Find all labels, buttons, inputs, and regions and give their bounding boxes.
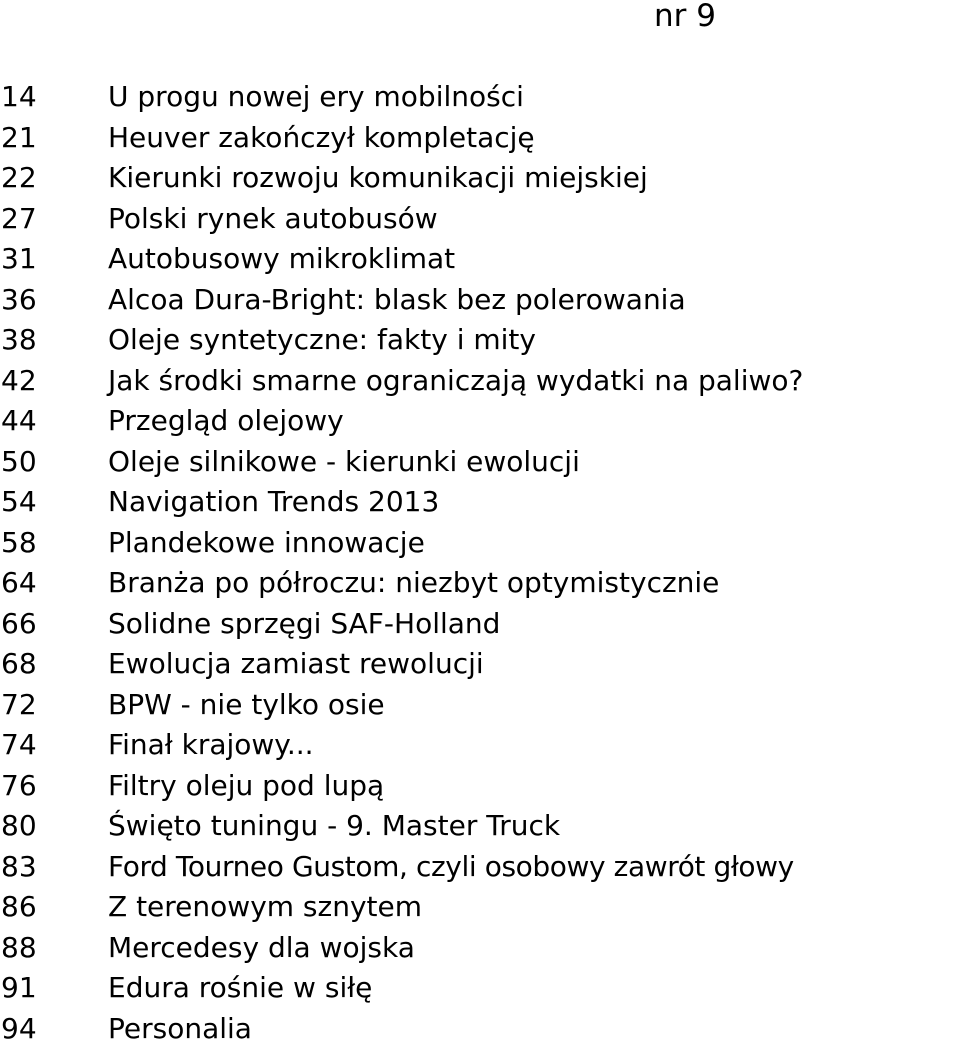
toc-article-title: Z terenowym sznytem [108, 887, 960, 928]
toc-entry [0, 644, 960, 685]
toc-article-title: Przegląd olejowy [108, 401, 960, 442]
toc-page-number: 21 [0, 118, 108, 159]
toc-page-number: 36 [0, 280, 108, 321]
toc-entry [0, 158, 960, 199]
toc-article-title: Oleje silnikowe - kierunki ewolucji [108, 442, 960, 483]
toc-page-number: 66 [0, 604, 108, 645]
toc-entry [0, 563, 960, 604]
toc-entry [0, 77, 960, 118]
toc-entry [0, 847, 960, 888]
toc-article-title: Oleje syntetyczne: fakty i mity [108, 320, 960, 361]
toc-page-number: 72 [0, 685, 108, 726]
toc-entry [0, 766, 960, 807]
toc-entry [0, 442, 960, 483]
toc-page-number: 44 [0, 401, 108, 442]
toc-entry [0, 239, 960, 280]
toc-article-title: Jak środki smarne ograniczają wydatki na paliwo? [108, 361, 960, 402]
toc-page-number: 94 [0, 1009, 108, 1049]
toc-article-title: Personalia [108, 1009, 960, 1049]
toc-page-number: 42 [0, 361, 108, 402]
toc-article-title: Edura rośnie w siłę [108, 968, 960, 1009]
toc-page-number: 27 [0, 199, 108, 240]
toc-article-title: BPW - nie tylko osie [108, 685, 960, 726]
toc-page-number: 91 [0, 968, 108, 1009]
toc-page-number: 38 [0, 320, 108, 361]
toc-article-title: Ford Tourneo Gustom, czyli osobowy zawrót głowy [108, 847, 960, 888]
toc-page-number: 68 [0, 644, 108, 685]
toc-article-title: Navigation Trends 2013 [108, 482, 960, 523]
toc-entry [0, 928, 960, 969]
toc-article-title: Plandekowe innowacje [108, 523, 960, 564]
toc-page-number: 22 [0, 158, 108, 199]
toc-article-title: Ewolucja zamiast rewolucji [108, 644, 960, 685]
toc-article-title: Filtry oleju pod lupą [108, 766, 960, 807]
toc-entry [0, 482, 960, 523]
toc-entry [0, 1009, 960, 1049]
toc-entry [0, 685, 960, 726]
toc-page-number: 31 [0, 239, 108, 280]
toc-article-title: U progu nowej ery mobilności [108, 77, 960, 118]
toc-article-title: Święto tuningu - 9. Master Truck [108, 806, 960, 847]
table-of-contents [0, 77, 960, 1049]
toc-entry [0, 725, 960, 766]
toc-page-number: 83 [0, 847, 108, 888]
issue-number: nr 9 [654, 0, 716, 38]
toc-entry [0, 118, 960, 159]
toc-article-title: Heuver zakończył kompletację [108, 118, 960, 159]
toc-page-number: 80 [0, 806, 108, 847]
toc-article-title: Kierunki rozwoju komunikacji miejskiej [108, 158, 960, 199]
toc-entry [0, 320, 960, 361]
toc-page-number: 50 [0, 442, 108, 483]
toc-entry [0, 968, 960, 1009]
toc-entry [0, 401, 960, 442]
toc-page-number: 76 [0, 766, 108, 807]
toc-entry [0, 604, 960, 645]
toc-entry [0, 199, 960, 240]
toc-entry [0, 361, 960, 402]
toc-article-title: Solidne sprzęgi SAF-Holland [108, 604, 960, 645]
toc-entry [0, 280, 960, 321]
toc-page-number: 74 [0, 725, 108, 766]
toc-entry [0, 887, 960, 928]
toc-article-title: Finał krajowy... [108, 725, 960, 766]
toc-article-title: Autobusowy mikroklimat [108, 239, 960, 280]
toc-article-title: Mercedesy dla wojska [108, 928, 960, 969]
toc-entry [0, 523, 960, 564]
toc-article-title: Alcoa Dura-Bright: blask bez polerowania [108, 280, 960, 321]
toc-page-number: 54 [0, 482, 108, 523]
toc-page-number: 64 [0, 563, 108, 604]
toc-page-number: 14 [0, 77, 108, 118]
toc-entry [0, 806, 960, 847]
toc-page-number: 88 [0, 928, 108, 969]
toc-page-number: 86 [0, 887, 108, 928]
toc-page-number: 58 [0, 523, 108, 564]
toc-article-title: Polski rynek autobusów [108, 199, 960, 240]
toc-article-title: Branża po półroczu: niezbyt optymistycznie [108, 563, 960, 604]
